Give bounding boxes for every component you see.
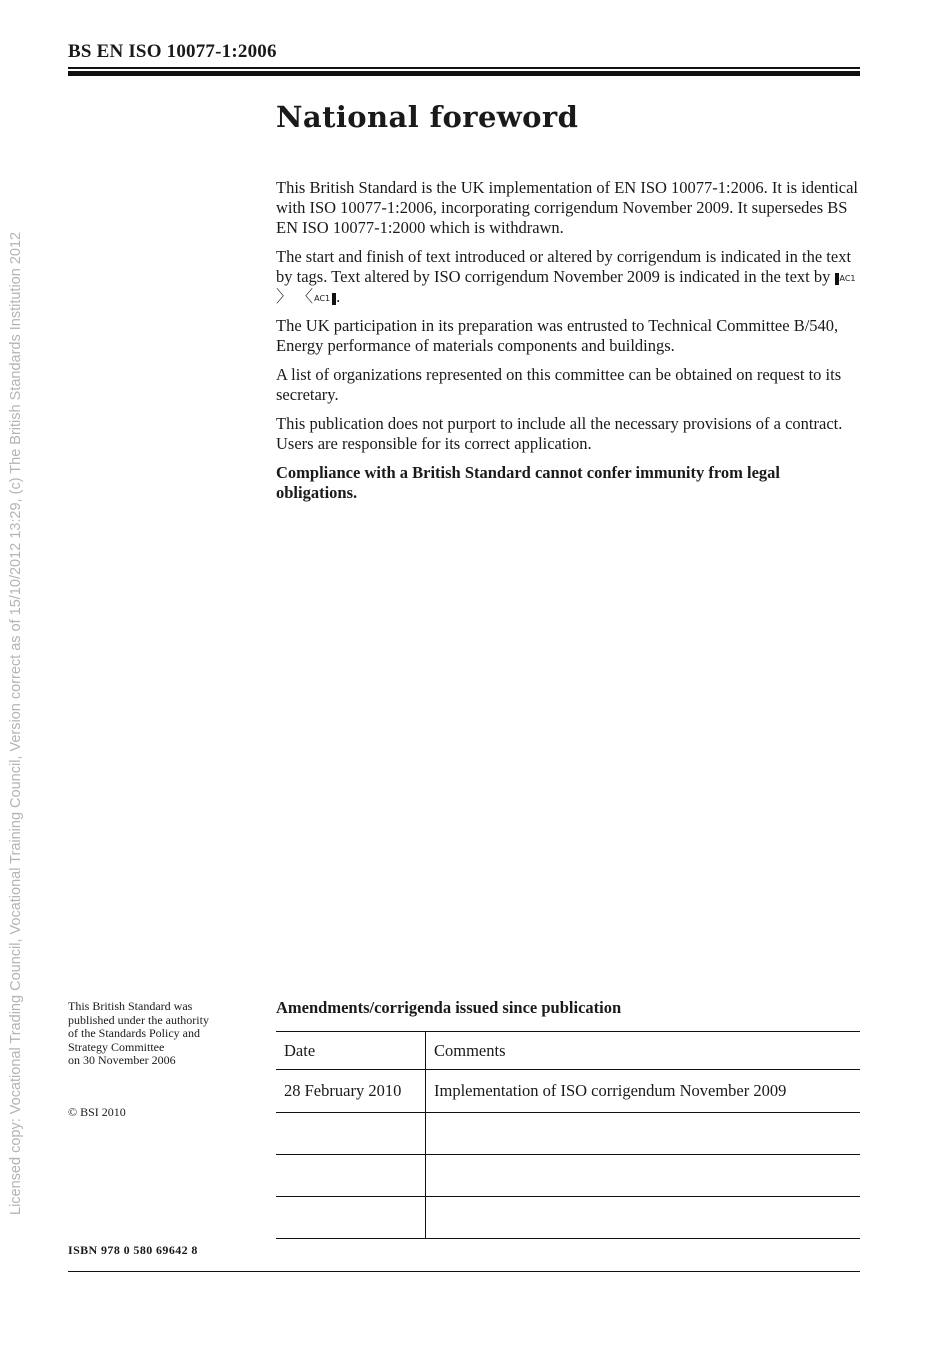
- publication-note-line: published under the authority: [68, 1012, 209, 1027]
- paragraph-organizations: A list of organizations represented on this committee can be obtained on request to its secretary.: [276, 365, 842, 404]
- paragraph-corrigendum-text: The start and finish of text introduced or altered by corrigendum is indicated in the text by tags. Text altered by ISO corrigendum November 2009 is indicated in the text by: [276, 247, 852, 286]
- table-row: [276, 1070, 860, 1113]
- cell-date: 28 February 2010: [276, 1070, 426, 1113]
- paragraph-corrigendum-tags: The start and finish of text introduced or altered by corrigendum is indicated in the text by tags. Text altered by ISO corrigendum November 2009 is indicated in the text by AC1〉 〈AC1 .: [276, 247, 856, 306]
- table-row: [276, 1155, 860, 1197]
- header-rule-thin: [68, 67, 860, 69]
- cell-comments: [426, 1197, 861, 1239]
- isbn: ISBN 978 0 580 69642 8: [68, 1243, 198, 1257]
- publication-note: [68, 1000, 258, 1068]
- column-header-date: Date: [276, 1032, 426, 1070]
- header-rule-thick: [68, 71, 860, 76]
- paragraph-implementation: This British Standard is the UK implementation of EN ISO 10077-1:2006. It is identical with ISO 10077-1:2006, incorporating corrigendum November 2009. It supersedes BS EN ISO 10077-1:2000 which is withdrawn.: [276, 178, 859, 237]
- footer-rule: [68, 1271, 860, 1272]
- amendments-heading: Amendments/corrigenda issued since publication: [276, 998, 622, 1017]
- corrigendum-open-tag-icon: AC1: [835, 273, 858, 285]
- amendments-table: [276, 1031, 860, 1239]
- cell-comments: Implementation of ISO corrigendum November 2009: [426, 1070, 861, 1113]
- publication-note-line: of the Standards Policy and: [68, 1026, 200, 1040]
- table-row: [276, 1197, 860, 1239]
- paragraph-corrigendum-end: .: [336, 287, 341, 306]
- paragraph-provisions: This publication does not purport to include all the necessary provisions of a contract. Users are responsible for its correct application.: [276, 414, 843, 453]
- corrigendum-close-tag-icon: AC1: [313, 293, 336, 305]
- cell-date: [276, 1113, 426, 1155]
- cell-comments: [426, 1155, 861, 1197]
- table-header-row: [276, 1032, 860, 1070]
- publication-note-line: on 30 November 2006: [68, 1053, 176, 1067]
- foreword-body: [276, 178, 860, 512]
- paragraph-committee: The UK participation in its preparation was entrusted to Technical Committee B/540, Energy performance of materials components and buildings.: [276, 316, 839, 355]
- column-header-comments: Comments: [426, 1032, 861, 1070]
- page-title: National foreword: [276, 100, 579, 134]
- paragraph-compliance: Compliance with a British Standard cannot confer immunity from legal obligations.: [276, 463, 781, 502]
- cell-comments: [426, 1113, 861, 1155]
- copyright-notice: © BSI 2010: [68, 1105, 126, 1119]
- header-title: BS EN ISO 10077-1:2006: [68, 41, 277, 62]
- watermark-text: Licensed copy: Vocational Trading Council, Vocational Training Council, Version correct as of 15/10/2012 13:29, (c) The British Standards Institution 2012: [8, 231, 24, 1215]
- publication-note-line: Strategy Committee: [68, 1039, 165, 1054]
- publication-note-line: This British Standard was: [68, 999, 193, 1013]
- cell-date: [276, 1155, 426, 1197]
- cell-date: [276, 1197, 426, 1239]
- table-row: [276, 1113, 860, 1155]
